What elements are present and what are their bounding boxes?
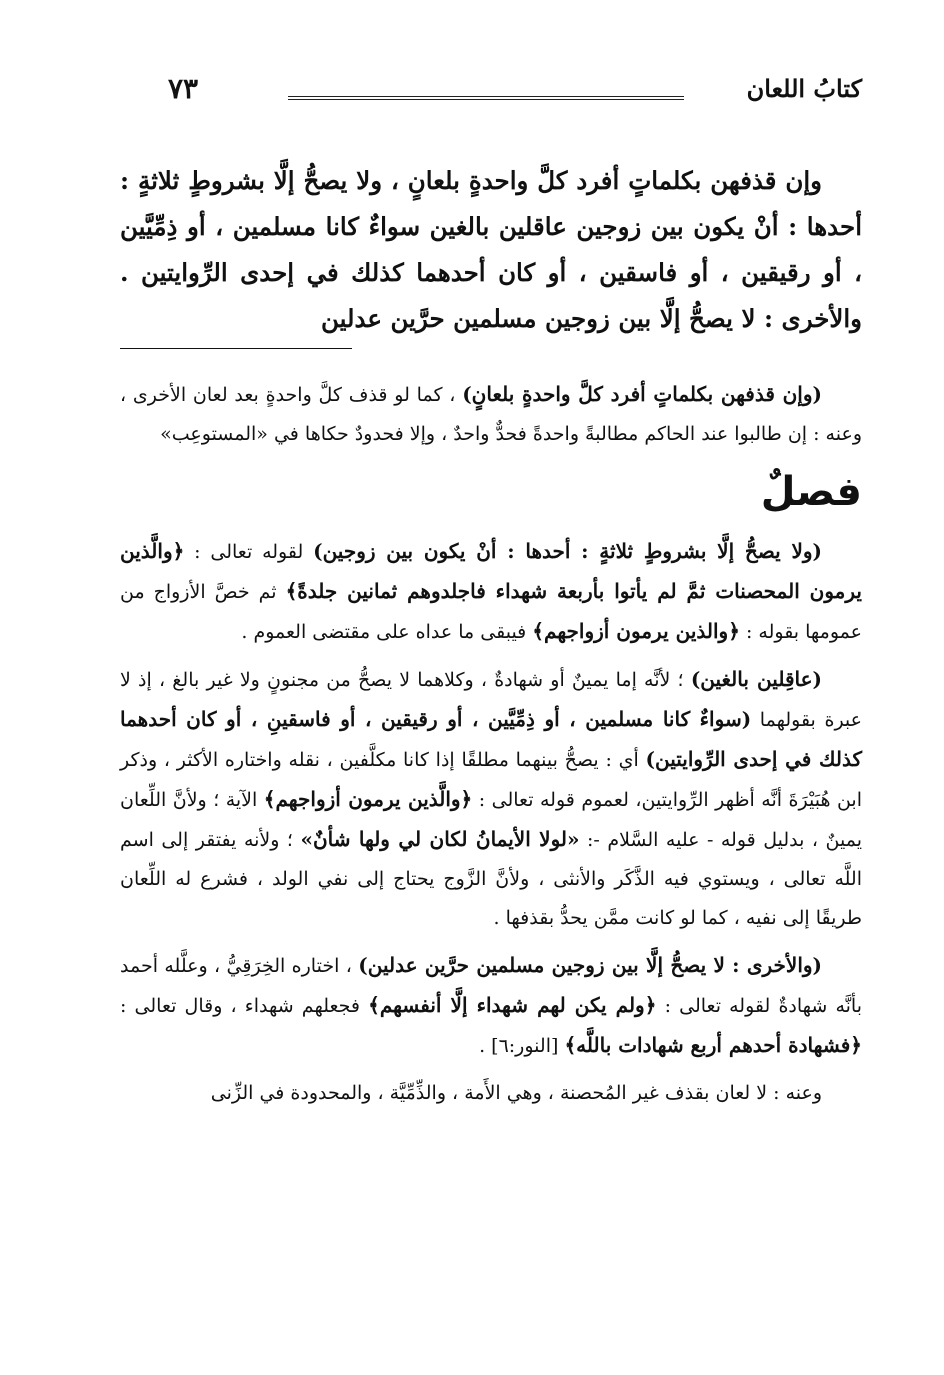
page-number: ٧٣: [168, 72, 199, 105]
commentary-paragraph-5: وعنه : لا لعان بقذف غير المُحصنة ، وهي الأَمة ، والذِّمِّيَّة ، والمحدودة في الزِّنى: [210, 1082, 822, 1104]
hadith-quote: «لولا الأيمانُ لكان لي ولها شأنٌ»: [300, 827, 580, 851]
header-rule: [288, 96, 684, 100]
footnote-divider: [120, 348, 352, 349]
commentary-paragraph-3: [120, 660, 862, 938]
commentary-text: لقوله تعالى :: [184, 541, 314, 563]
quoted-text: (والأخرى : لا يصحُّ إلَّا بين زوجين مسلمين حرَّين عدلين): [358, 953, 822, 977]
quran-verse: ﴿والذين يرمون أزواجهم﴾: [532, 619, 740, 643]
quoted-text: (وإن قذفهن بكلماتٍ أفرد كلَّ واحدةٍ بلعانٍ): [462, 382, 822, 406]
quran-verse: ﴿والَّذين يرمون المحصنات ثمَّ لم يأتوا بأربعة شهداء فاجلدوهم ثمانين جلدةً﴾: [120, 539, 862, 603]
quran-verse: ﴿فشهادة أحدهم أربع شهادات باللَّه﴾: [564, 1033, 862, 1057]
quoted-text: (سواءٌ كانا مسلمين ، أو ذِمِّيَّين ، أو رقيقين ، أو فاسقينِ ، أو كان أحدهما كذلك في إحدى الرِّوايتين): [120, 707, 863, 771]
commentary-text: ؛ ولأنه يفتقر إلى اسم اللَّه تعالى ، ويستوي فيه الذَّكَر والأنثى ، ولأنَّ الزَّوج يحتاج إلى نفي الولد ، فشرع له اللِّعان طريقًا إلى نفيه ، كما لو كانت ممَّن يحدُّ بقذفها .: [120, 829, 862, 929]
commentary-text: أي : يصحُّ بينهما مطلقًا إذا كانا مكلَّفين ، نقله واختاره الأكثر ، وذكر ابن هُبَيْرَةَ أنَّه أظهر الرِّوايتين، لعموم قوله تعالى :: [120, 749, 862, 811]
commentary-paragraph-1: [120, 375, 862, 454]
section-heading: فصلٌ: [760, 469, 862, 515]
commentary-text: ؛ لأنَّه إما يمينٌ أو شهادةٌ ، وكلاهما لا يصحُّ من مجنونٍ ولا غير بالغ ، إذ لا عبرة بقولهما: [120, 669, 862, 731]
commentary-text: ، كما لو قذف كلَّ واحدةٍ بعد لعان الأخرى ، وعنه : إن طالبوا عند الحاكم مطالبةً واحدةً فحدٌّ واحدٌ ، وإلا فحدودٌ حكاها في «المستوعِب»: [120, 384, 862, 445]
main-text-paragraph: وإن قذفهن بكلماتٍ أفرد كلَّ واحدةٍ بلعانٍ ، ولا يصحُّ إلَّا بشروطٍ ثلاثةٍ : أحدها : أنْ يكون بين زوجين عاقلين بالغين سواءٌ كانا مسلمين ، أو ذِمِّيَّين ، أو رقيقين ، أو فاسقين ، أو كان أحدهما كذلك في إحدى الرِّوايتين . والأخرى : لا يصحُّ إلَّا بين زوجين مسلمين حرَّين عدلين: [120, 166, 862, 333]
commentary-text: [النور:٦] .: [479, 1035, 565, 1057]
commentary-paragraph-2: [120, 532, 862, 652]
main-text-block: [120, 158, 862, 342]
commentary-text: فجعلهم شهداء ، وقال تعالى :: [120, 995, 369, 1017]
commentary-text: ثم خصَّ الأزواج من عمومها بقوله :: [120, 581, 862, 643]
commentary-paragraph-4: [120, 946, 862, 1066]
commentary-text: ، اختاره الخِرَقِيُّ ، وعلَّله أحمد بأنَّه شهادةٌ لقوله تعالى :: [120, 955, 863, 1017]
quran-verse: ﴿ولم يكن لهم شهداء إلَّا أنفسهم﴾: [368, 993, 657, 1017]
book-page: [120, 60, 862, 1121]
commentary-text: الآية ؛ ولأنَّ اللِّعان يمينٌ ، بدليل قوله - عليه السَّلام -:: [120, 789, 862, 851]
quoted-text: (ولا يصحُّ إلَّا بشروطٍ ثلاثةٍ : أحدها : أنْ يكون بين زوجين): [313, 539, 822, 563]
quran-verse: ﴿والَّذين يرمون أزواجهم﴾: [263, 787, 473, 811]
commentary-block: [120, 375, 862, 1113]
quoted-text: (عاقِلين بالغين): [690, 667, 822, 691]
commentary-text: فيبقى ما عداه على مقتضى العموم .: [241, 621, 533, 643]
book-title: كتابُ اللعان: [746, 74, 862, 103]
page-header: [120, 60, 862, 112]
